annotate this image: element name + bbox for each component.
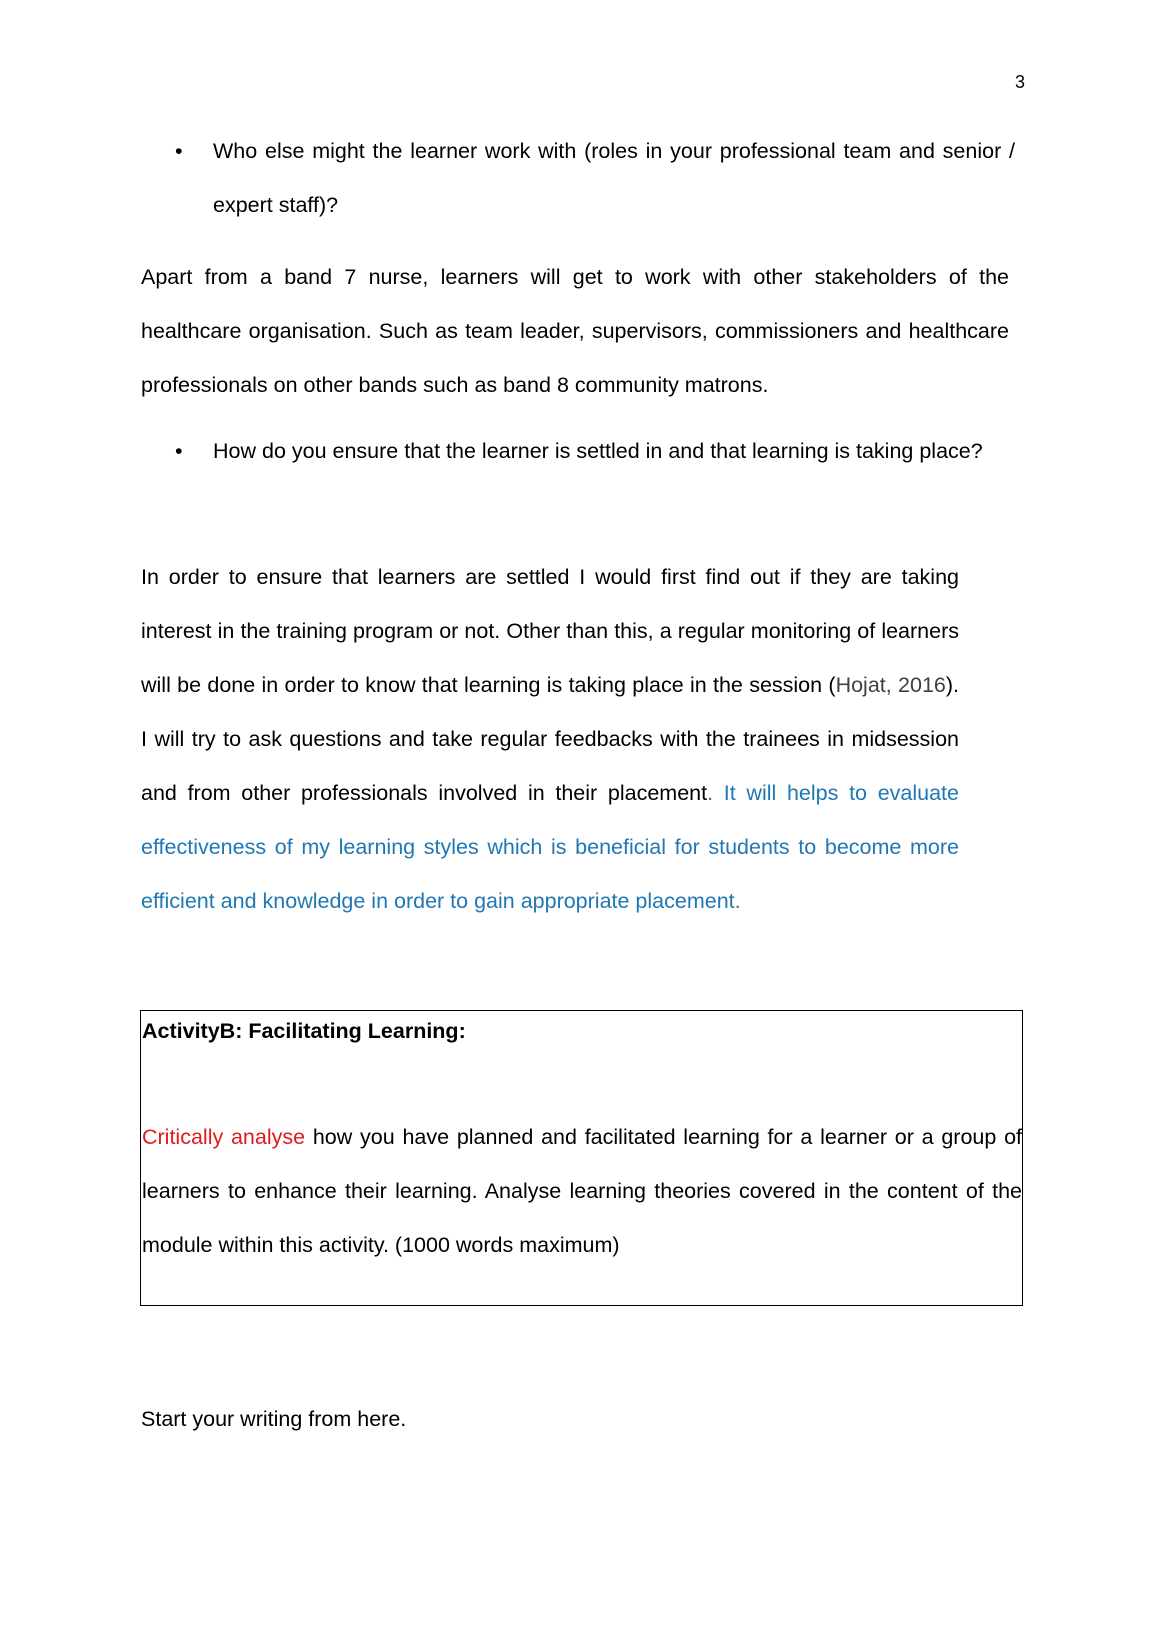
paragraph-stakeholders: Apart from a band 7 nurse, learners will get to work with other stakeholders of the healthcare organisation. Such as team leader, supervisors, commissioners and healthcare professionals on other bands such as band 8 community matrons.	[141, 265, 1009, 397]
bullet-item-team-roles	[175, 124, 1015, 232]
bullet-item-settling	[175, 424, 1015, 478]
bullet-question-text: How do you ensure that the learner is settled in and that learning is taking place?	[213, 439, 983, 463]
bullet-icon: •	[175, 139, 183, 163]
citation: Hojat, 2016	[835, 673, 946, 697]
activity-instructions	[142, 1110, 1022, 1272]
paragraph-learning-monitoring	[141, 550, 959, 928]
paragraph-text: ). I will try to ask questions and take regular feedbacks with the trainees in midsession and from other professionals involved in their placement	[141, 673, 960, 805]
activity-body-text: how you have planned and facilitated learning for a learner or a group of learners to enhance their learning. Analyse learning theories covered in the content of the module within this activity. (1000 words maximum)	[142, 1125, 1023, 1257]
bullet-question-text: Who else might the learner work with (roles in your professional team and senior / expert staff)?	[213, 139, 1015, 217]
start-writing-prompt: Start your writing from here.	[141, 1407, 407, 1431]
highlighted-text: . It will helps to evaluate effectiveness of my learning styles which is beneficial for students to become more efficient and knowledge in order to gain appropriate placement.	[141, 781, 959, 913]
activity-title: ActivityB: Facilitating Learning:	[142, 1019, 466, 1043]
page-number: 3	[1014, 72, 1025, 92]
activity-box	[140, 1010, 1023, 1306]
activity-highlight: Critically analyse	[142, 1125, 306, 1149]
bullet-icon: •	[175, 439, 183, 463]
paragraph-text: In order to ensure that learners are settled I would first find out if they are taking interest in the training program or not. Other than this, a regular monitoring of learners will be done in order to know that learning is taking place in the session (	[141, 565, 959, 697]
